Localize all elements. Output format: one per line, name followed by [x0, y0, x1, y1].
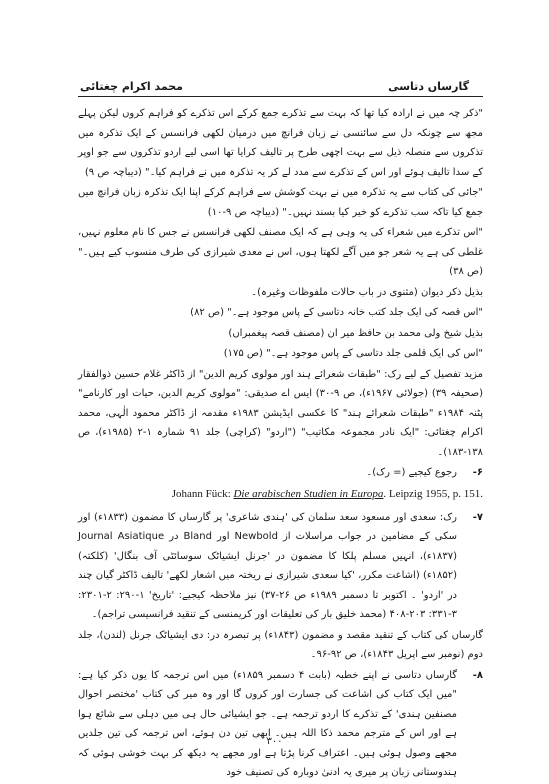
footnote-text: رجوع کیجیے (= رک)۔: [366, 467, 457, 478]
reference-paragraph: مزید تفصیل کے لیے رک: "طبقات شعرائے ہند اور مولوی کریم الدین" از ڈاکٹر غلام حسین ذوالفقار (صحیفہ ۳۹) (جولائی ۱۹۶۷ء)، ص ۹-۳۰) ایس اے صدیقی: "مولوی کریم الدین، حیات اور کارنامے" پٹنہ ۱۹۸۴ء "طبقات شعرائے ہند" کا عکسی ایڈیشن ۱۹۸۳ء مقدمہ از ڈاکٹر محمود الٰہی، محمد اکرام چغتائی: "ایک نادر مجموعہ مکاتیب" ("اردو" (کراچی) جلد ۹۱ شمارہ ۱-۲ (۱۹۸۵ء)، ص ۱۳۸-۱۸۳)۔: [78, 368, 484, 458]
footnote: [78, 508, 483, 625]
page-number: ۳۰۰: [266, 736, 283, 747]
latin-reference: [78, 485, 483, 504]
note-paragraph: بذیل شیخ ولی محمد بن حافظ میر ان (مصنف قصہ پیغمبراں): [228, 327, 483, 339]
footnote-text: گارساں دتاسی نے اپنے خطبہ (بابت ۴ دسمبر ۱۸۵۹ء) میں اس ترجمہ کا یوں ذکر کیا ہے: "میں ایک کتاب کی اشاعت کی جسارت اور کروں گا اور وہ میر کی کتاب 'مختصر احوال مصنفین ہندی' کے تذکرے کا اردو ترجمہ ہے۔ جو ایشیائی حال ہی میں دہلی سے شائع ہوا ہے اور اس کے مترجم محمد ذکا اللہ ہیں۔ ابھی تین دن ہوئے، اس ترجمہ کی تین جلدیں مجھے وصول ہوئی ہیں۔ اعتراف کرنا پڑتا ہے اور مجھے یہ دیکھ کر بہت خوشی ہوئی کہ ہندوستانی زبان پر میری یہ ادنیٰ دوبارہ کی تصنیف خود: [78, 669, 457, 778]
quote-paragraph: "ذکر چہ میں نے ارادہ کیا تھا کہ بہت سے تذکرے جمع کرکے اس تذکرے کو فراہم کروں لیکن پہلے مجھ سے چونکہ دل سے سائنسی نے زبان فرانچ میں درمیان لکھی فرانسس کے ایک تذکرہ میں تذکروں سے منصلہ ذیل سے بہت اچھی طرح پر تالیف کرایا تھا اسی لیے اردو تذکروں سے جو اوپر کے سدا تالیف ہوئے اور اس کے تذکرے سے مدد لے کر یہ تذکرہ میں نے فراہم کیا۔" (دیباچہ ص ۹): [78, 108, 483, 178]
reference-details: . Leipzig 1955, p. 151.: [383, 487, 483, 500]
footnote: [78, 463, 483, 483]
header-rule: [78, 96, 483, 97]
footnote-number: ۷-: [472, 511, 483, 523]
running-header-title: گارساں دتاسی: [388, 80, 469, 93]
footnote: [78, 666, 483, 783]
footnote-number: ۸-: [472, 669, 483, 681]
footnote-continuation: گارساں کی کتاب کے تنقید مقصد و مضمون (۱۸۴۳ء) پر تبصرہ در: دی ایشیاٹک جرنل (لندن)، جلد دوم (نومبر سے اپریل ۱۸۴۳ء)، ص ۹۲-۹۶۔: [78, 629, 483, 660]
quote-paragraph: "اس کی ایک قلمی جلد دتاسی کے پاس موجود ہے۔" (ص ۱۷۵): [223, 348, 483, 359]
reference-author: Johann Fück:: [171, 487, 234, 500]
quote-paragraph: "اس قصہ کی ایک جلد کتب خانہ دتاسی کے پاس موجود ہے۔" (ص ۸۲): [190, 307, 483, 318]
running-header-author: محمد اکرام چغتائی: [80, 80, 183, 93]
quote-paragraph: "جائی کی کتاب سے یہ تذکرہ میں نے بہت کوشش سے فراہم کرکے اپنا ایک تذکرہ زبان فرانچ میں جمع کیا تاکہ سب تذکرے کو خیر کیا بسند نہیں۔" (دیباچہ ص ۹-۱۰): [78, 187, 483, 218]
reference-title: Die arabischen Studien in Europa: [233, 487, 384, 500]
quote-paragraph: "اس تذکرے میں شعراء کی یہ وہی ہے کہ ایک مصنف لکھی فرانسس نے جس کا نام معلوم نہیں، غلطی کی ہے یہ شعر جو میں آگے لکھتا ہوں، اس نے معدی شیرازی کی طرف منسوب کیے ہیں۔" (ص ۳۸): [78, 227, 483, 277]
page-body: [78, 104, 483, 784]
footnote-text: رک: سعدی اور مسعود سعد سلمان کی 'ہندی شاعری' پر گارساں کا مضمون (۱۸۳۳ء) اور سکی کے مضامین در جواب مراسلات از Newbold اور Bland در Journal Asiatique (۱۸۳۷ء)، انہیں مسلم پلکا کا مضمون در 'جرنل ایشیاٹک سوسائٹی آف بنگال' (کلکتہ) (۱۸۵۲ء) (اشاعت مکرر، 'کیا سعدی شیرازی نے ریختہ میں اشعار لکھے' تالیف ڈاکٹر گیان چند در 'اردو' ۔ اکتوبر تا دسمبر ۱۹۸۹ء ص ۲۶-۳۷) نیز ملاحظہ کیجیے: 'تاریخ' ۱-۲۹۰: ۲-۲۳۰۱: ۳-۳۳۱: ۲۰۳-۴۰۸ (محمد خلیق بار کی تعلیقات اور کریمنسی کے تنقید فرانسیسی تراجم)۔: [78, 511, 458, 620]
note-paragraph: بذیل ذکر دیوان (مثنوی در باب حالات ملفوظات وغیرہ)۔: [251, 286, 483, 298]
footnote-number: ۶-: [472, 467, 483, 478]
